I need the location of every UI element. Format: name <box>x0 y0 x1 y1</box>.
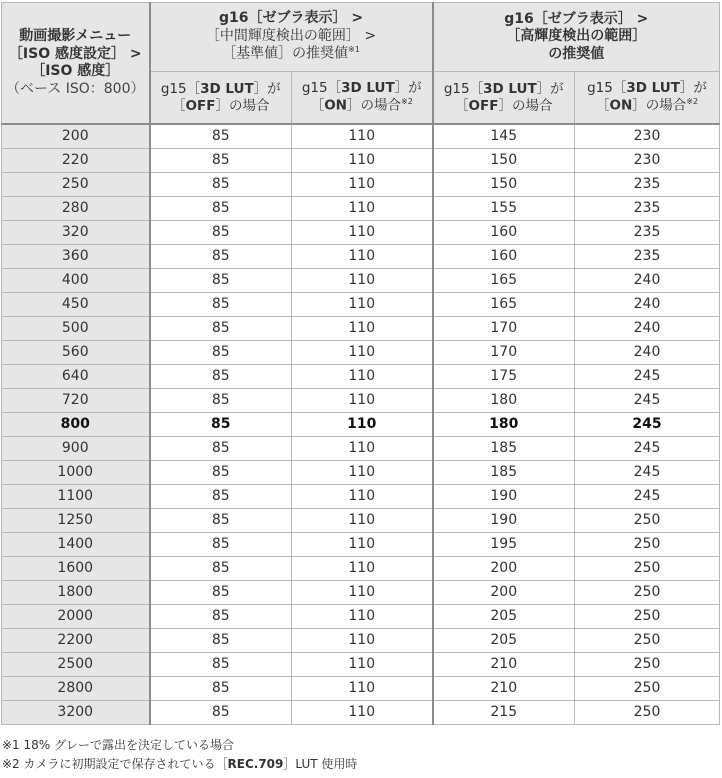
table-row <box>2 437 720 461</box>
midtone-off-cell: 85 <box>150 461 292 485</box>
highlight-on-cell: 250 <box>575 581 720 605</box>
highlight-on-cell: 250 <box>575 605 720 629</box>
highlight-on-cell: 245 <box>575 389 720 413</box>
iso-cell: 800 <box>2 413 150 437</box>
midtone-header-line2: ［中間輝度検出の範囲］ > <box>205 27 377 44</box>
iso-cell: 2800 <box>2 677 150 701</box>
table-row <box>2 605 720 629</box>
highlight-off-cell: 180 <box>433 413 575 437</box>
highlight-off-cell: 160 <box>433 221 575 245</box>
midtone-off-cell: 85 <box>150 677 292 701</box>
highlight-off-cell: 165 <box>433 293 575 317</box>
highlight-header-line1: g16［ゼブラ表示］ > <box>504 10 649 27</box>
table-row <box>2 269 720 293</box>
midtone-off-cell: 85 <box>150 389 292 413</box>
midtone-header-line3: ［基準値］の推奨値 <box>222 46 349 63</box>
midtone-on-cell: 110 <box>292 389 433 413</box>
midtone-on-cell: 110 <box>292 653 433 677</box>
midtone-off-cell: 85 <box>150 629 292 653</box>
midtone-off-cell: 85 <box>150 293 292 317</box>
highlight-off-cell: 190 <box>433 485 575 509</box>
iso-header-line4: （ベース ISO：800） <box>5 80 145 97</box>
highlight-on-cell: 235 <box>575 197 720 221</box>
footnote-2: ※2 カメラに初期設定で保存されている［REC.709］LUT 使用時 <box>2 757 358 771</box>
midtone-group-header <box>150 3 433 72</box>
midtone-off-cell: 85 <box>150 581 292 605</box>
highlight-on-cell: 230 <box>575 149 720 173</box>
midtone-on-cell: 110 <box>292 413 433 437</box>
table-row <box>2 677 720 701</box>
iso-cell: 2200 <box>2 629 150 653</box>
table-row <box>2 533 720 557</box>
midtone-off-cell: 85 <box>150 124 292 149</box>
midtone-on-cell: 110 <box>292 485 433 509</box>
iso-header-line1: 動画撮影メニュー <box>19 28 132 44</box>
highlight-on-cell: 235 <box>575 245 720 269</box>
highlight-off-cell: 185 <box>433 437 575 461</box>
table-row <box>2 173 720 197</box>
highlight-off-cell: 210 <box>433 653 575 677</box>
table-row <box>2 413 720 437</box>
midtone-on-cell: 110 <box>292 341 433 365</box>
highlight-off-cell: 160 <box>433 245 575 269</box>
iso-cell: 1600 <box>2 557 150 581</box>
highlight-lut-on-header: g15［3D LUT］が ［ON］の場合$^{※2}$ <box>575 72 720 125</box>
table-row <box>2 701 720 725</box>
iso-cell: 220 <box>2 149 150 173</box>
highlight-off-cell: 180 <box>433 389 575 413</box>
iso-cell: 3200 <box>2 701 150 725</box>
highlight-on-cell: 245 <box>575 437 720 461</box>
midtone-off-cell: 85 <box>150 533 292 557</box>
highlight-off-cell: 215 <box>433 701 575 725</box>
midtone-on-cell: 110 <box>292 581 433 605</box>
highlight-on-cell: 230 <box>575 124 720 149</box>
midtone-off-cell: 85 <box>150 341 292 365</box>
midtone-off-cell: 85 <box>150 557 292 581</box>
table-header <box>2 3 720 125</box>
midtone-on-cell: 110 <box>292 293 433 317</box>
iso-header-line2: ［ISO 感度設定］ > <box>8 45 142 62</box>
highlight-on-cell: 250 <box>575 629 720 653</box>
iso-cell: 250 <box>2 173 150 197</box>
iso-cell: 1800 <box>2 581 150 605</box>
table-row <box>2 629 720 653</box>
iso-cell: 2500 <box>2 653 150 677</box>
midtone-on-cell: 110 <box>292 173 433 197</box>
highlight-off-cell: 200 <box>433 557 575 581</box>
highlight-on-cell: 250 <box>575 533 720 557</box>
highlight-on-cell: 240 <box>575 341 720 365</box>
midtone-off-cell: 85 <box>150 173 292 197</box>
highlight-off-cell: 210 <box>433 677 575 701</box>
highlight-off-cell: 185 <box>433 461 575 485</box>
highlight-on-cell: 250 <box>575 557 720 581</box>
highlight-off-cell: 170 <box>433 317 575 341</box>
highlight-group-header <box>433 3 720 72</box>
iso-cell: 400 <box>2 269 150 293</box>
midtone-off-cell: 85 <box>150 365 292 389</box>
midtone-on-cell: 110 <box>292 533 433 557</box>
table-row <box>2 149 720 173</box>
midtone-off-cell: 85 <box>150 509 292 533</box>
table-row <box>2 365 720 389</box>
highlight-on-cell: 245 <box>575 461 720 485</box>
table-row <box>2 557 720 581</box>
highlight-on-cell: 250 <box>575 653 720 677</box>
highlight-off-cell: 205 <box>433 629 575 653</box>
midtone-off-cell: 85 <box>150 269 292 293</box>
iso-column-header <box>2 3 150 125</box>
highlight-off-cell: 205 <box>433 605 575 629</box>
midtone-on-cell: 110 <box>292 701 433 725</box>
iso-cell: 640 <box>2 365 150 389</box>
midtone-on-cell: 110 <box>292 629 433 653</box>
iso-cell: 500 <box>2 317 150 341</box>
iso-cell: 1000 <box>2 461 150 485</box>
iso-cell: 2000 <box>2 605 150 629</box>
iso-header-line3: ［ISO 感度］ <box>31 63 120 79</box>
iso-cell: 450 <box>2 293 150 317</box>
table-row <box>2 317 720 341</box>
iso-cell: 1250 <box>2 509 150 533</box>
midtone-on-cell: 110 <box>292 557 433 581</box>
table-row <box>2 653 720 677</box>
footnote-1: ※1 18% グレーで露出を決定している場合 <box>2 738 234 752</box>
highlight-on-cell: 240 <box>575 269 720 293</box>
midtone-off-cell: 85 <box>150 245 292 269</box>
iso-cell: 320 <box>2 221 150 245</box>
iso-cell: 560 <box>2 341 150 365</box>
iso-cell: 900 <box>2 437 150 461</box>
midtone-on-cell: 110 <box>292 245 433 269</box>
iso-zebra-table <box>1 2 720 725</box>
iso-cell: 720 <box>2 389 150 413</box>
table-row <box>2 485 720 509</box>
highlight-off-cell: 170 <box>433 341 575 365</box>
highlight-off-cell: 150 <box>433 173 575 197</box>
note1-marker: ※1 <box>348 45 360 55</box>
midtone-on-cell: 110 <box>292 149 433 173</box>
table-row <box>2 124 720 149</box>
midtone-off-cell: 85 <box>150 485 292 509</box>
iso-cell: 360 <box>2 245 150 269</box>
midtone-on-cell: 110 <box>292 677 433 701</box>
midtone-off-cell: 85 <box>150 413 292 437</box>
highlight-on-cell: 250 <box>575 509 720 533</box>
midtone-on-cell: 110 <box>292 461 433 485</box>
midtone-on-cell: 110 <box>292 509 433 533</box>
midtone-on-cell: 110 <box>292 124 433 149</box>
midtone-on-cell: 110 <box>292 269 433 293</box>
highlight-on-cell: 250 <box>575 677 720 701</box>
midtone-on-cell: 110 <box>292 437 433 461</box>
midtone-off-cell: 85 <box>150 605 292 629</box>
highlight-off-cell: 150 <box>433 149 575 173</box>
highlight-on-cell: 245 <box>575 365 720 389</box>
footnotes <box>2 736 357 774</box>
highlight-on-cell: 235 <box>575 221 720 245</box>
highlight-off-cell: 145 <box>433 124 575 149</box>
highlight-on-cell: 250 <box>575 701 720 725</box>
highlight-on-cell: 245 <box>575 413 720 437</box>
highlight-off-cell: 175 <box>433 365 575 389</box>
highlight-on-cell: 240 <box>575 317 720 341</box>
table-row <box>2 293 720 317</box>
midtone-on-cell: 110 <box>292 221 433 245</box>
table-body <box>2 124 720 725</box>
highlight-lut-off-header: g15［3D LUT］が ［OFF］の場合 <box>433 72 575 125</box>
midtone-off-cell: 85 <box>150 197 292 221</box>
highlight-off-cell: 155 <box>433 197 575 221</box>
table-row <box>2 509 720 533</box>
midtone-off-cell: 85 <box>150 437 292 461</box>
iso-cell: 1400 <box>2 533 150 557</box>
midtone-lut-off-header: g15［3D LUT］が ［OFF］の場合 <box>150 72 292 125</box>
midtone-on-cell: 110 <box>292 197 433 221</box>
iso-cell: 1100 <box>2 485 150 509</box>
note2-marker: ※2 <box>400 97 413 107</box>
table-row <box>2 245 720 269</box>
highlight-header-line2: ［高輝度検出の範囲］ <box>506 28 647 45</box>
midtone-lut-on-header: g15［3D LUT］が ［ON］の場合$^{※2}$ <box>292 72 433 125</box>
midtone-on-cell: 110 <box>292 317 433 341</box>
highlight-on-cell: 235 <box>575 173 720 197</box>
highlight-header-line3: の推奨値 <box>548 45 605 62</box>
midtone-on-cell: 110 <box>292 605 433 629</box>
midtone-on-cell: 110 <box>292 365 433 389</box>
table-row <box>2 461 720 485</box>
table-row <box>2 581 720 605</box>
table-row <box>2 221 720 245</box>
midtone-header-line1: g16［ゼブラ表示］ > <box>218 10 364 27</box>
highlight-off-cell: 190 <box>433 509 575 533</box>
highlight-off-cell: 195 <box>433 533 575 557</box>
midtone-off-cell: 85 <box>150 317 292 341</box>
iso-cell: 280 <box>2 197 150 221</box>
highlight-on-cell: 240 <box>575 293 720 317</box>
midtone-off-cell: 85 <box>150 653 292 677</box>
highlight-off-cell: 200 <box>433 581 575 605</box>
table-row <box>2 197 720 221</box>
midtone-off-cell: 85 <box>150 221 292 245</box>
midtone-off-cell: 85 <box>150 701 292 725</box>
table-row <box>2 341 720 365</box>
highlight-on-cell: 245 <box>575 485 720 509</box>
iso-cell: 200 <box>2 124 150 149</box>
midtone-off-cell: 85 <box>150 149 292 173</box>
highlight-off-cell: 165 <box>433 269 575 293</box>
table-row <box>2 389 720 413</box>
